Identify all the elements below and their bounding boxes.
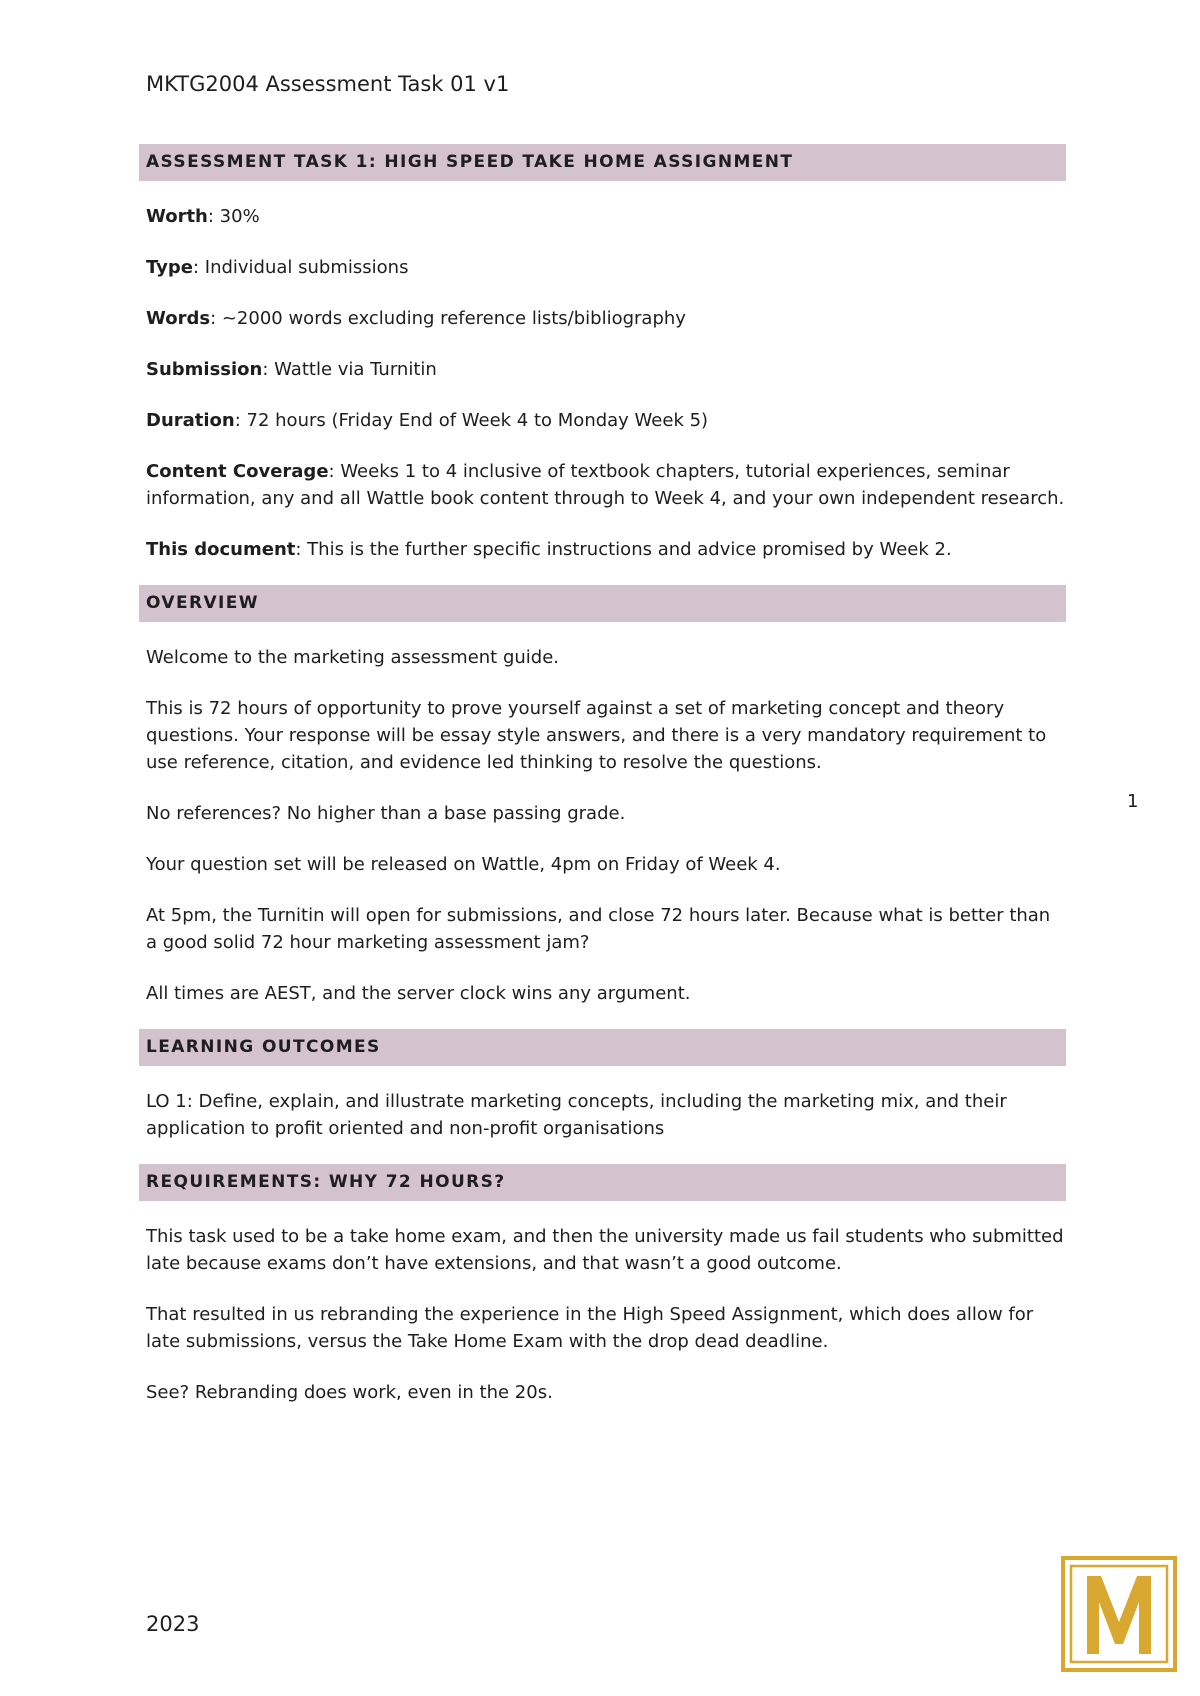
overview-paragraph: Your question set will be released on Wattle, 4pm on Friday of Week 4. xyxy=(146,854,781,875)
field-label: Worth xyxy=(146,206,208,227)
m-logo-svg xyxy=(1061,1556,1177,1672)
field-this-document xyxy=(146,536,1066,563)
field-value: : 30% xyxy=(207,206,260,227)
page-header: MKTG2004 Assessment Task 01 v1 xyxy=(146,72,510,96)
field-words xyxy=(146,305,1066,332)
logo-frame xyxy=(1063,1558,1175,1670)
section-heading-learning-outcomes: LEARNING OUTCOMES xyxy=(139,1029,1066,1066)
footer-year: 2023 xyxy=(146,1612,200,1636)
requirements-paragraph: That resulted in us rebranding the experience in the High Speed Assignment, which does allow for late submissions, versus the Take Home Exam with the drop dead deadline. xyxy=(146,1304,1034,1352)
section-heading-assessment-task: ASSESSMENT TASK 1: HIGH SPEED TAKE HOME ASSIGNMENT xyxy=(139,144,1066,181)
overview-paragraph: This is 72 hours of opportunity to prove yourself against a set of marketing concept and theory questions. Your response will be essay style answers, and there is a very mandatory requirement to use reference, citation, and evidence led thinking to resolve the questions. xyxy=(146,698,1047,773)
m-logo-icon xyxy=(1061,1556,1177,1672)
learning-outcome-paragraph: LO 1: Define, explain, and illustrate marketing concepts, including the marketing mix, and their application to profit oriented and non-profit organisations xyxy=(146,1091,1007,1139)
overview-paragraph: Welcome to the marketing assessment guide. xyxy=(146,647,560,668)
page-number: 1 xyxy=(1127,791,1139,812)
field-label: Submission xyxy=(146,359,263,380)
logo-letter-m xyxy=(1087,1576,1151,1654)
field-worth xyxy=(146,203,1066,230)
requirements-paragraph: See? Rebranding does work, even in the 20s. xyxy=(146,1382,553,1403)
field-label: This document xyxy=(146,539,296,560)
field-label: Type xyxy=(146,257,193,278)
field-value: : 72 hours (Friday End of Week 4 to Monday Week 5) xyxy=(234,410,709,431)
requirements-paragraph: This task used to be a take home exam, and then the university made us fail students who submitted late because exams don’t have extensions, and that wasn’t a good outcome. xyxy=(146,1226,1064,1274)
field-label: Duration xyxy=(146,410,235,431)
section-heading-overview: OVERVIEW xyxy=(139,585,1066,622)
overview-paragraph: At 5pm, the Turnitin will open for submissions, and close 72 hours later. Because what is better than a good solid 72 hour marketing assessment jam? xyxy=(146,905,1051,953)
field-value: : Individual submissions xyxy=(192,257,409,278)
field-submission xyxy=(146,356,1066,383)
field-content-coverage xyxy=(146,458,1066,512)
field-label: Words xyxy=(146,308,211,329)
overview-paragraph: No references? No higher than a base passing grade. xyxy=(146,803,626,824)
field-type xyxy=(146,254,1066,281)
field-value: : Wattle via Turnitin xyxy=(262,359,437,380)
field-label: Content Coverage xyxy=(146,461,329,482)
field-value: : This is the further specific instructions and advice promised by Week 2. xyxy=(295,539,952,560)
field-value: : ~2000 words excluding reference lists/bibliography xyxy=(210,308,686,329)
field-duration xyxy=(146,407,1066,434)
logo-inner-frame xyxy=(1071,1566,1167,1662)
field-value: : Weeks 1 to 4 inclusive of textbook chapters, tutorial experiences, seminar information, any and all Wattle book content through to Week 4, and your own independent research. xyxy=(146,461,1065,509)
overview-paragraph: All times are AEST, and the server clock wins any argument. xyxy=(146,983,691,1004)
section-heading-requirements: REQUIREMENTS: WHY 72 HOURS? xyxy=(139,1164,1066,1201)
document-body xyxy=(146,144,1066,1406)
